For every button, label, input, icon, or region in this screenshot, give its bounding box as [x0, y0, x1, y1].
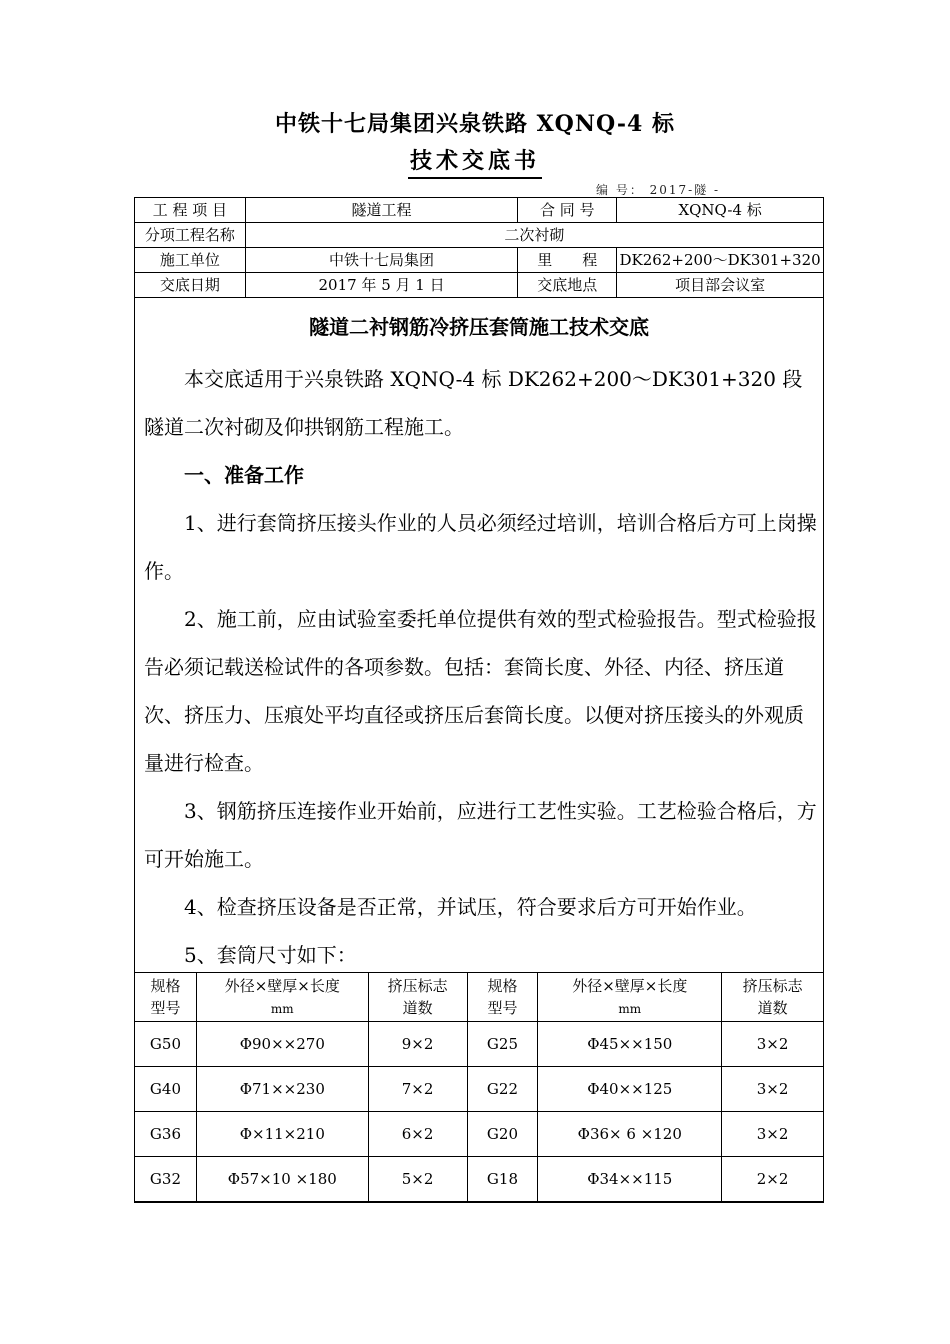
contract-value: XQNQ-4 标 [617, 198, 824, 223]
table-row [135, 1067, 824, 1112]
size-cell: Φ45××150 [538, 1022, 722, 1067]
model-cell: G18 [467, 1157, 538, 1202]
size-cell: Φ×11×210 [196, 1112, 368, 1157]
date-label: 交底日期 [135, 273, 246, 298]
size-cell: Φ90××270 [196, 1022, 368, 1067]
mark-cell: 3×2 [722, 1022, 824, 1067]
mark-header [368, 973, 467, 1022]
document-title: 中铁十七局集团兴泉铁路 XQNQ-4 标 [274, 111, 676, 137]
project-value: 隧道工程 [245, 198, 518, 223]
subproject-value: 二次衬砌 [245, 223, 823, 248]
unit-value: 中铁十七局集团 [245, 248, 518, 273]
info-row-date [135, 273, 824, 298]
table-row [135, 1157, 824, 1202]
place-label: 交底地点 [518, 273, 617, 298]
content-body [144, 355, 822, 979]
size-cell: Φ57×10 ×180 [196, 1157, 368, 1202]
item-4: 4、检查挤压设备是否正常，并试压，符合要求后方可开始作业。 [184, 895, 757, 919]
mark-cell: 3×2 [722, 1067, 824, 1112]
model-header [135, 973, 197, 1022]
item-2: 2、施工前，应由试验室委托单位提供有效的型式检验报告。型式检验报告必须记载送检试件的各项参数。包括：套筒长度、外径、内径、挤压道次、挤压力、压痕处平均直径或挤压后套筒长度。以便对挤压接头的外观质量进行检查。 [144, 607, 817, 775]
info-table [134, 197, 824, 298]
date-value: 2017 年 5 月 1 日 [245, 273, 518, 298]
info-row-subproject [135, 223, 824, 248]
unit-label: 施工单位 [135, 248, 246, 273]
mark-cell: 6×2 [368, 1112, 467, 1157]
model-cell: G40 [135, 1067, 197, 1112]
mark-cell: 9×2 [368, 1022, 467, 1067]
place-value: 项目部会议室 [617, 273, 824, 298]
mark-header-right-1: 挤压标志 [742, 977, 803, 995]
content-title: 隧道二衬钢筋冷挤压套筒施工技术交底 [309, 315, 649, 339]
sleeve-dimension-table [134, 972, 824, 1202]
size-cell: Φ34××115 [538, 1157, 722, 1202]
info-row-unit [135, 248, 824, 273]
mark-cell: 5×2 [368, 1157, 467, 1202]
item-1: 1、进行套筒挤压接头作业的人员必须经过培训，培训合格后方可上岗操作。 [144, 511, 817, 583]
model-header-2: 型号 [150, 999, 181, 1017]
project-label: 工 程 项 目 [135, 198, 246, 223]
size-cell: Φ40××125 [538, 1067, 722, 1112]
intro-paragraph: 本交底适用于兴泉铁路 XQNQ-4 标 DK262+200～DK301+320 段隧道二次衬砌及仰拱钢筋工程施工。 [144, 367, 803, 439]
mark-header-right-2: 道数 [757, 999, 788, 1017]
model-cell: G22 [467, 1067, 538, 1112]
mileage-label: 里 程 [518, 248, 617, 273]
item-3: 3、钢筋挤压连接作业开始前，应进行工艺性实验。工艺检验合格后，方可开始施工。 [144, 799, 817, 871]
document-subtitle-text: 技术交底书 [408, 148, 542, 179]
mark-header-2: 道数 [402, 999, 433, 1017]
model-cell: G20 [467, 1112, 538, 1157]
mark-cell: 3×2 [722, 1112, 824, 1157]
model-header-1: 规格 [150, 977, 181, 995]
document-subtitle [0, 144, 950, 175]
size-header-right-2: mm [618, 1001, 642, 1016]
mark-cell: 2×2 [722, 1157, 824, 1202]
model-cell: G32 [135, 1157, 197, 1202]
size-header [196, 973, 368, 1022]
model-cell: G25 [467, 1022, 538, 1067]
info-row-project [135, 198, 824, 223]
contract-label: 合 同 号 [518, 198, 617, 223]
section-heading: 一、准备工作 [184, 463, 304, 487]
size-header-2: mm [270, 1001, 294, 1016]
mark-cell: 7×2 [368, 1067, 467, 1112]
table-row [135, 1022, 824, 1067]
size-cell: Φ71××230 [196, 1067, 368, 1112]
model-header-right-1: 规格 [487, 977, 518, 995]
model-header-right-2: 型号 [487, 999, 518, 1017]
table-row [135, 1112, 824, 1157]
size-cell: Φ36× 6 ×120 [538, 1112, 722, 1157]
dims-header-row [135, 973, 824, 1022]
subproject-label: 分项工程名称 [135, 223, 246, 248]
model-header-right [467, 973, 538, 1022]
size-header-right [538, 973, 722, 1022]
size-header-1: 外径×壁厚×长度 [224, 976, 340, 995]
mark-header-1: 挤压标志 [387, 977, 448, 995]
mark-header-right [722, 973, 824, 1022]
model-cell: G36 [135, 1112, 197, 1157]
document-number: 编 号： 2017-隧 - [596, 183, 721, 197]
size-header-right-1: 外径×壁厚×长度 [572, 976, 688, 995]
mileage-value: DK262+200～DK301+320 [617, 248, 824, 273]
model-cell: G50 [135, 1022, 197, 1067]
item-5: 5、套筒尺寸如下： [184, 943, 357, 967]
